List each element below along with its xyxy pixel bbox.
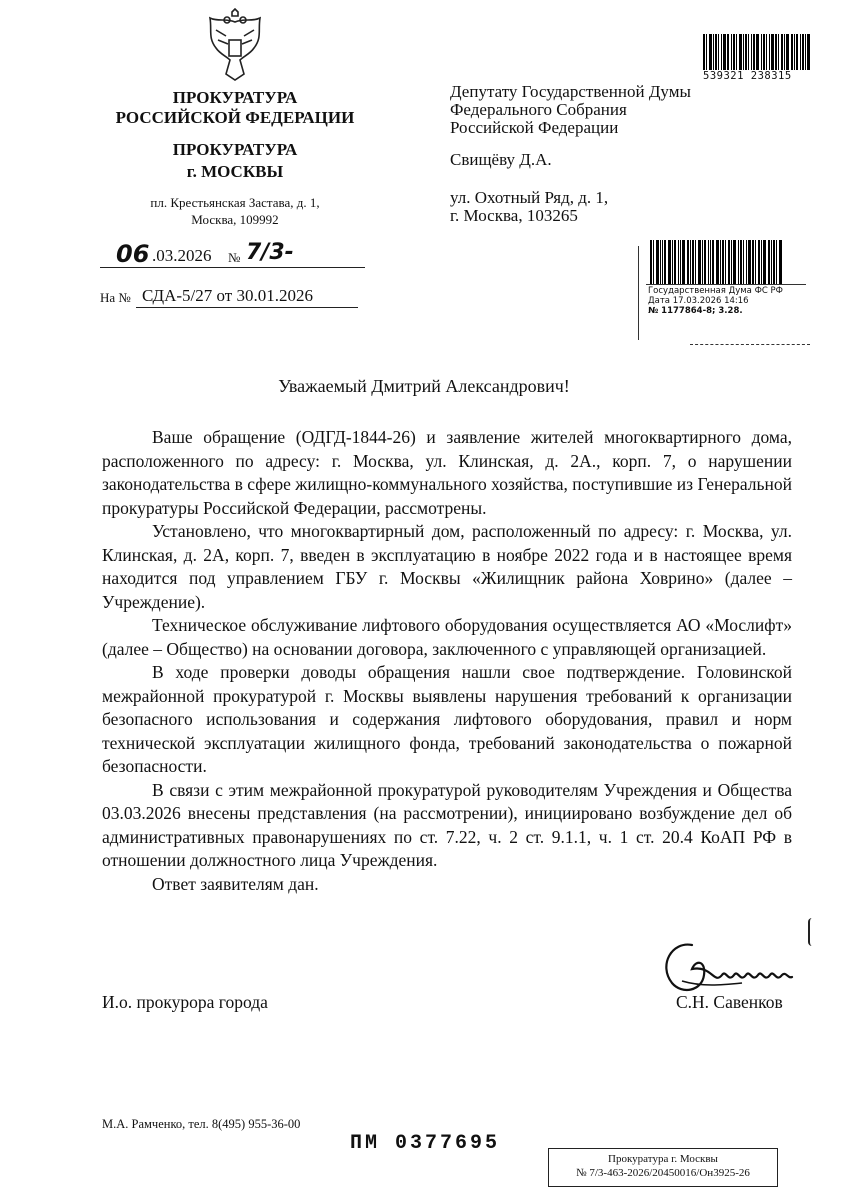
outgoing-date-number bbox=[100, 240, 360, 270]
date-underline bbox=[100, 267, 365, 268]
stamp-line3: № 1177864-8; 3.28. bbox=[648, 306, 743, 316]
number-handwritten: 7/3- bbox=[246, 240, 294, 265]
duma-registration-stamp bbox=[638, 240, 812, 350]
registration-stamp-bottom bbox=[548, 1148, 778, 1187]
recipient-address-line1: ул. Охотный Ряд, д. 1, bbox=[450, 188, 609, 207]
top-barcode-number: 539321 238315 bbox=[703, 70, 792, 82]
stamp-left-border bbox=[638, 246, 639, 340]
paragraph-5: В связи с этим межрайонной прокуратурой руководителям Учреждения и Общества 03.03.2026 внесены представления (на рассмотрении), инициировано возбуждение дел об административных правонарушениях по ст. 7.22, ч. 2 ст. 9.1.1, ч. 1 ст. 20.4 КоАП РФ в отношении должностного лица Учреждения. bbox=[102, 779, 792, 870]
stamp-barcode-bars bbox=[650, 240, 783, 284]
sender-org-line2: РОССИЙСКОЙ ФЕДЕРАЦИИ bbox=[115, 108, 355, 127]
recipient-name: Свищёву Д.А. bbox=[450, 150, 552, 169]
reference-value: СДА-5/27 от 30.01.2026 bbox=[142, 286, 313, 305]
registration-stamp-line2: № 7/3-463-2026/20450016/Он3925-26 bbox=[576, 1167, 750, 1179]
recipient-line2: Федерального Собрания bbox=[450, 100, 627, 119]
stamp-divider bbox=[646, 284, 806, 285]
reference-label: На № bbox=[100, 290, 131, 305]
coat-of-arms-emblem bbox=[196, 8, 274, 86]
sender-subdivision-line2: г. МОСКВЫ bbox=[186, 162, 284, 181]
salutation: Уважаемый Дмитрий Александрович! bbox=[278, 376, 570, 396]
sender-address-line1: пл. Крестьянская Застава, д. 1, bbox=[150, 195, 320, 210]
letter-body bbox=[102, 426, 792, 896]
recipient-line3: Российской Федерации bbox=[450, 118, 619, 137]
recipient-address-line2: г. Москва, 103265 bbox=[450, 206, 578, 225]
signatory-name: С.Н. Савенков bbox=[676, 992, 783, 1012]
form-number: ПМ 0377695 bbox=[350, 1132, 501, 1155]
reference-underline bbox=[136, 307, 358, 308]
sender-org-line1: ПРОКУРАТУРА bbox=[172, 88, 298, 107]
number-label: № bbox=[228, 250, 241, 265]
stamp-line2: Дата 17.03.2026 14:16 bbox=[648, 296, 749, 306]
paragraph-4: В ходе проверки доводы обращения нашли свое подтверждение. Головинской межрайонной прокуратурой г. Москвы выявлены нарушения требований к организации безопасного использования и содержания лифтового оборудования, правил и норм технической эксплуатации жилищного фонда, требований законодательства о пожарной безопасности. bbox=[102, 662, 792, 776]
recipient-line1: Депутату Государственной Думы bbox=[450, 82, 691, 101]
executor-line: М.А. Рамченко, тел. 8(495) 955-36-00 bbox=[102, 1117, 301, 1131]
stamp-bottom-border bbox=[690, 344, 810, 345]
top-barcode-bars bbox=[703, 34, 820, 70]
stamp-line1: Государственная Дума ФС РФ bbox=[648, 286, 783, 296]
reference-line bbox=[100, 286, 360, 310]
sender-subdivision-line1: ПРОКУРАТУРА bbox=[172, 140, 298, 159]
paragraph-3: Техническое обслуживание лифтового оборудования осуществляется АО «Мослифт» (далее – Общество) на основании договора, заключенного с управляющей организацией. bbox=[102, 615, 792, 659]
paragraph-1: Ваше обращение (ОДГД-1844-26) и заявление жителей многоквартирного дома, расположенного по адресу: г. Москва, ул. Клинская, д. 2А., корп. 7, о нарушении законодательства в сфере жилищно-коммунального хозяйства, поступившие из Генеральной прокуратуры Российской Федерации, рассмотрены. bbox=[102, 427, 792, 518]
date-day-handwritten: 06 bbox=[116, 240, 150, 268]
scan-mark bbox=[808, 918, 814, 946]
signatory-position: И.о. прокурора города bbox=[102, 992, 268, 1012]
top-barcode bbox=[703, 34, 820, 86]
sender-address-line2: Москва, 109992 bbox=[191, 212, 279, 227]
paragraph-2: Установлено, что многоквартирный дом, расположенный по адресу: г. Москва, ул. Клинская, д. 2А, корп. 7, введен в эксплуатацию в ноябре 2022 года и в настоящее время находится под управлением ГБУ г. Москвы «Жилищник района Ховрино» (далее – Учреждение). bbox=[102, 521, 792, 612]
registration-stamp-line1: Прокуратура г. Москвы bbox=[608, 1153, 718, 1165]
date-month-year: .03.2026 bbox=[152, 246, 212, 265]
paragraph-6: Ответ заявителям дан. bbox=[152, 873, 319, 894]
stamp-text bbox=[648, 286, 810, 316]
